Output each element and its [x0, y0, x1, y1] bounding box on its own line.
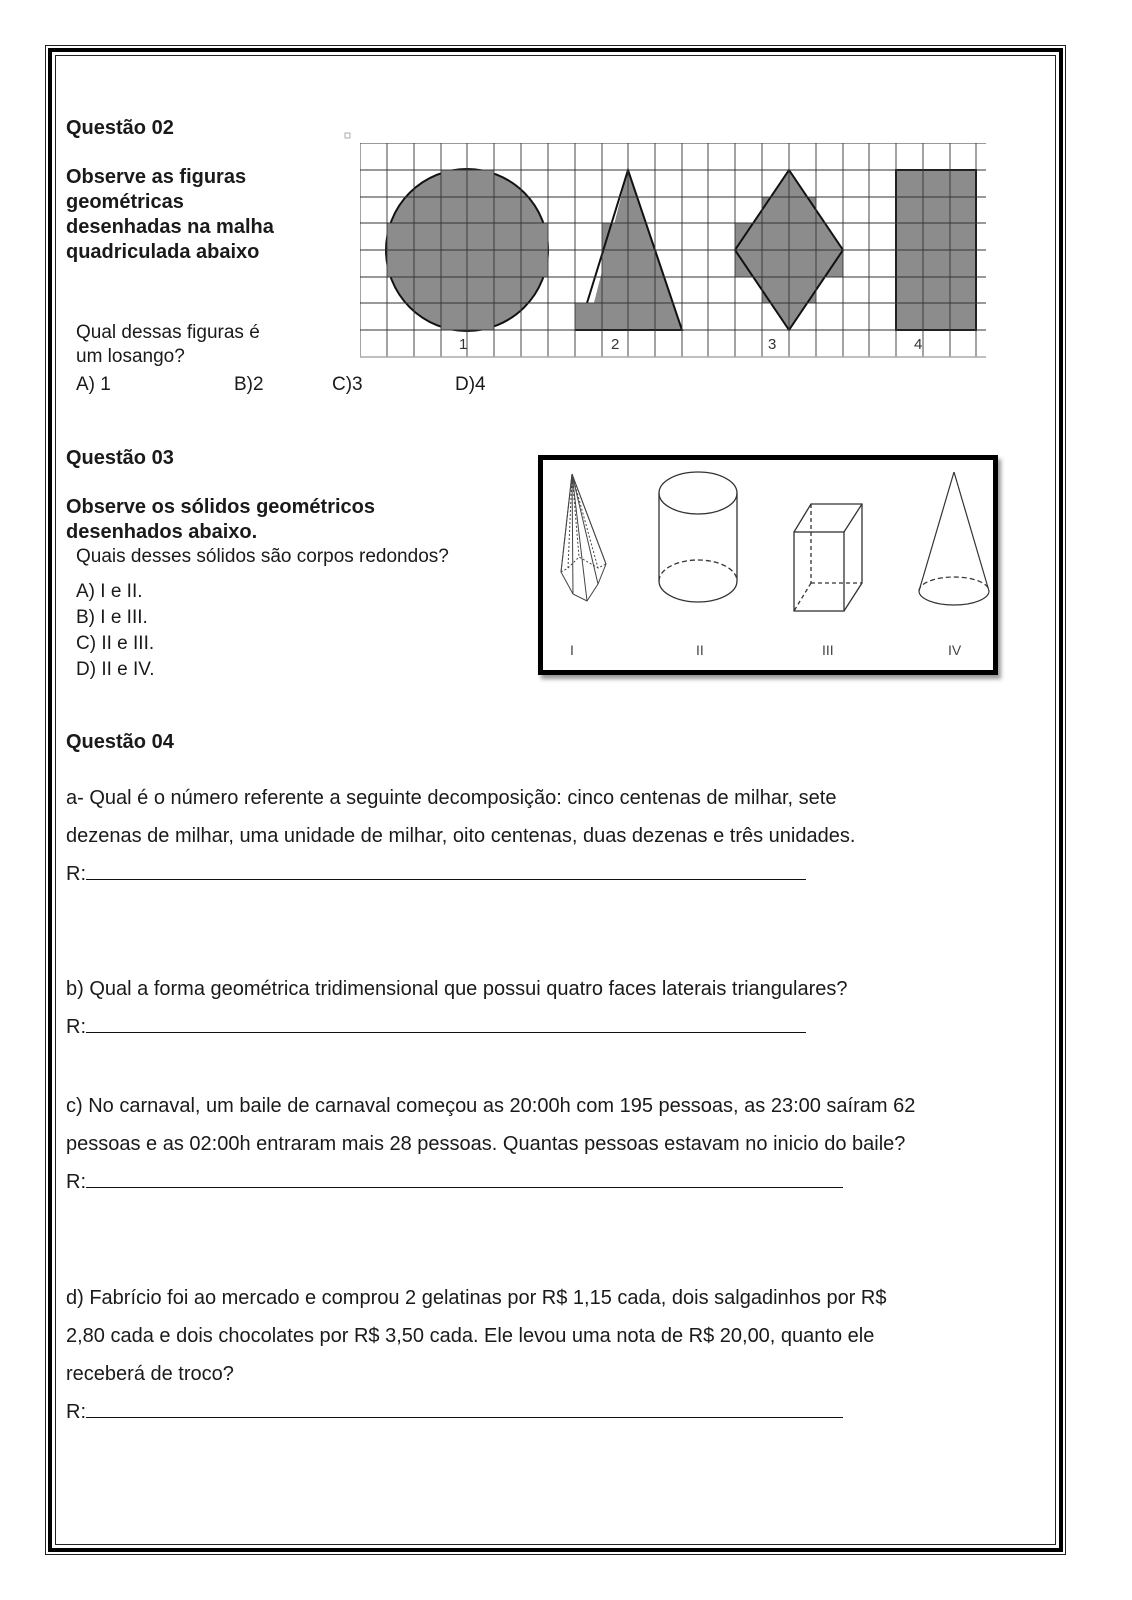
answer-label: R: — [66, 1171, 86, 1193]
answer-label: R: — [66, 1016, 86, 1038]
instruction-line: Observe os sólidos geométricos — [66, 496, 375, 518]
question-line: dezenas de milhar, uma unidade de milhar, oito centenas, duas dezenas e três unidades. — [66, 825, 856, 847]
question-02-instruction — [66, 165, 274, 265]
answer-row — [66, 1008, 848, 1046]
prompt-line: um losango? — [76, 346, 185, 367]
solid-label-3: III — [822, 642, 834, 658]
question-03-options — [76, 579, 155, 683]
answer-row — [66, 1163, 915, 1201]
option-a[interactable]: A) I e II. — [76, 581, 143, 602]
question-03-instruction — [66, 495, 375, 545]
instruction-line: Observe as figuras — [66, 166, 247, 188]
answer-field-d[interactable] — [86, 1399, 843, 1418]
figure-label-2: 2 — [611, 336, 620, 353]
solid-cylinder — [659, 472, 737, 602]
answer-row — [66, 855, 855, 893]
question-line: pessoas e as 02:00h entraram mais 28 pessoas. Quantas pessoas estavam no inicio do baile? — [66, 1133, 906, 1155]
answer-label: R: — [66, 1401, 86, 1423]
figure-label-3: 3 — [768, 336, 777, 353]
prompt-line: Qual dessas figuras é — [76, 322, 260, 343]
option-d[interactable]: D) II e IV. — [76, 659, 155, 680]
question-line: receberá de troco? — [66, 1363, 234, 1385]
question-03-title: Questão 03 — [66, 447, 174, 469]
answer-field-c[interactable] — [86, 1169, 843, 1188]
option-b[interactable]: B) I e III. — [76, 607, 148, 628]
question-line: b) Qual a forma geométrica tridimensional que possui quatro faces laterais triangulares? — [66, 978, 848, 1000]
answer-field-a[interactable] — [86, 861, 806, 880]
question-04d — [66, 1279, 886, 1431]
answer-field-b[interactable] — [86, 1014, 806, 1033]
question-04c — [66, 1087, 915, 1201]
question-04-title: Questão 04 — [66, 731, 174, 753]
instruction-line: desenhadas na malha — [66, 216, 274, 238]
question-line: 2,80 cada e dois chocolates por R$ 3,50 cada. Ele levou uma nota de R$ 20,00, quanto ele — [66, 1325, 875, 1347]
solids-figure-box — [538, 455, 998, 675]
answer-row — [66, 1393, 886, 1431]
question-line: c) No carnaval, um baile de carnaval começou as 20:00h com 195 pessoas, as 23:00 saíram 62 — [66, 1095, 916, 1117]
solid-prism — [794, 504, 862, 611]
square-grid-figure — [340, 130, 1000, 360]
question-line: a- Qual é o número referente a seguinte decomposição: cinco centenas de milhar, sete — [66, 787, 837, 809]
figure-label-4: 4 — [914, 336, 923, 353]
instruction-line: quadriculada abaixo — [66, 241, 260, 263]
question-04b — [66, 970, 848, 1046]
instruction-line: geométricas — [66, 191, 184, 213]
figure-label-1: 1 — [459, 336, 468, 353]
solid-label-2: II — [696, 642, 704, 658]
question-line: d) Fabrício foi ao mercado e comprou 2 gelatinas por R$ 1,15 cada, dois salgadinhos por R$ — [66, 1287, 887, 1309]
option-c[interactable]: C) II e III. — [76, 633, 155, 654]
instruction-line: desenhados abaixo. — [66, 521, 258, 543]
option-c[interactable]: C)3 — [332, 374, 363, 395]
question-03-prompt: Quais desses sólidos são corpos redondos? — [76, 546, 449, 567]
option-a[interactable]: A) 1 — [76, 374, 111, 395]
solid-label-4: IV — [948, 642, 962, 658]
question-02-prompt — [76, 321, 260, 369]
solid-label-1: I — [570, 642, 574, 658]
question-04a — [66, 779, 855, 893]
option-b[interactable]: B)2 — [234, 374, 264, 395]
question-02-title: Questão 02 — [66, 117, 174, 139]
option-d[interactable]: D)4 — [455, 374, 486, 395]
answer-label: R: — [66, 863, 86, 885]
solid-pyramid — [561, 474, 606, 601]
solid-cone — [919, 472, 989, 605]
